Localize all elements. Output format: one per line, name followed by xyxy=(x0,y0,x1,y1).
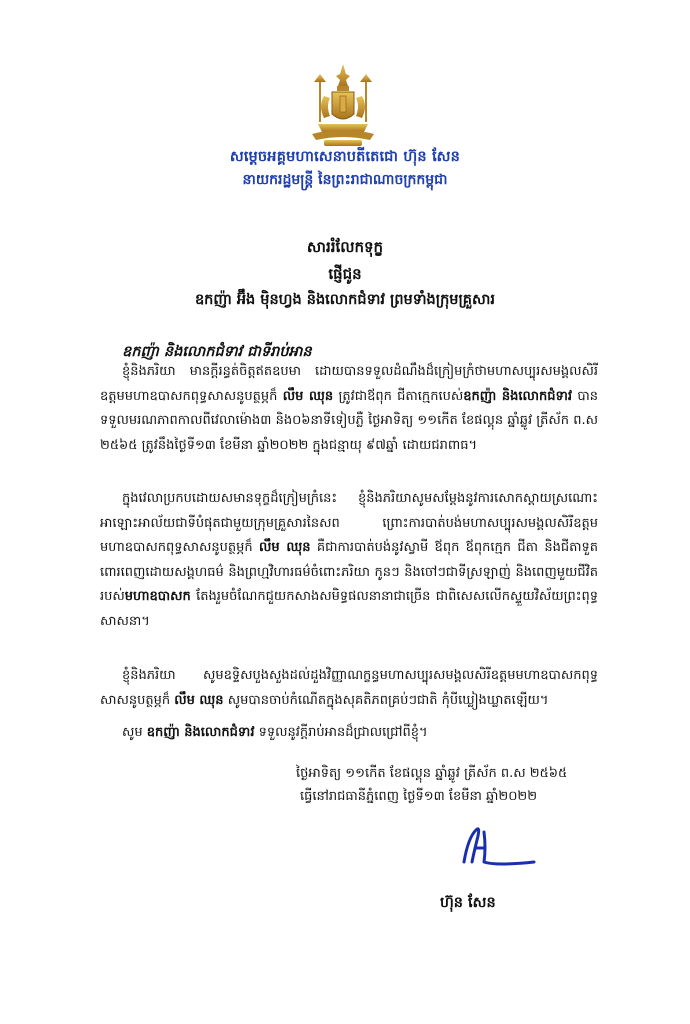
paragraph-3: ខ្ញុំនិងភរិយា សូមឧទ្ទិសបួងសួងដល់ដួងវិញ្ញាណក្ខន្ធមហាសប្បុរសមង្គលសិរីឧត្តមមហាឧបាសកពុទ្ធសាសនូបត្ថម្ភក៏ លឹម ឈុន សូមបានចាប់កំណើតក្នុងសុគតិភពគ្រប់ៗជាតិ កុំបីឃ្លៀងឃ្លាតឡើយ។ xyxy=(100,668,598,708)
lunar-date: ថ្ងៃអាទិត្យ ១១កើត ខែផល្គុន ឆ្នាំឆ្លូវ ត្រីស័ក ព.ស ២៥៦៥ xyxy=(296,766,568,781)
paragraph-4: សូម ឧកញ៉ា និងលោកជំទាវ ទទួលនូវក្តីរាប់អានដ៏ជ្រាលជ្រៅពីខ្ញុំ។ xyxy=(122,725,428,740)
paragraph-1: ខ្ញុំនិងភរិយា មានក្តីរន្ធត់ចិត្តឥតឧបមា ដោយបានទទួលដំណឹងដ៏ក្រៀមក្រំថាមហាសប្បុរសមង្គលសិរីឧត្តមមហាឧបាសកពុទ្ធសាសនូបត្ថម្ភក៏ លឹម ឈុន ត្រូវជាឪពុក ជីតាក្មេកបេស់ឧកញ៉ា និងលោកជំទាវ បានទទួលមរណភាពកាលពីវេលាម៉ោង៣ និង០៦នាទីទៀបភ្លឺ ថ្ងៃអាទិត្យ ១១កើត ខែផល្គុន ឆ្នាំឆ្លូវ ត្រីស័ក ព.ស ២៥៦៥ ត្រូវនឹងថ្ងៃទី១៣ ខែមីនា ឆ្នាំ២០២២ ក្នុងជន្មាយុ ៩៧ឆ្នាំ ដោយជរាពាធ។ xyxy=(100,364,598,453)
place-and-solar-date: ធ្វើនៅរាជធានីភ្នំពេញ ថ្ងៃទី១៣ ខែមីនា ឆ្នាំ២០២២ xyxy=(300,789,538,804)
royal-arms-emblem-icon xyxy=(304,62,382,150)
letter-title: សាររំលែកទុក្ខ xyxy=(306,238,384,256)
salutation: ឧកញ៉ា និងលោកជំទាវ ជាទីរាប់អាន xyxy=(122,344,312,360)
sender-title: សម្តេចអគ្គមហាសេនាបតីតេជោ ហ៊ុន សែន xyxy=(229,149,461,165)
letter-recipients: ឧកញ៉ា អ៊ឹង ម៉ិនហ្វង និងលោកជំទាវ ព្រមទាំងក្រុមគ្រួសារ xyxy=(194,292,496,308)
signer-name: ហ៊ុន សែន xyxy=(440,895,496,911)
sender-position: នាយករដ្ឋមន្ត្រី នៃព្រះរាជាណាចក្រកម្ពុជា xyxy=(242,172,448,188)
paragraph-2: ក្នុងវេលាប្រកបដោយសមានទុក្ខដ៏ក្រៀមក្រំនេះ ខ្ញុំនិងភរិយាសូមសម្តែងនូវការសោកស្តាយស្រណោះ អាឡោះអាល័យជាទីបំផុតជាមួយក្រុមគ្រួសារនៃសព ព្រោះការបាត់បង់មហាសប្បុរសមង្គលសិរីឧត្តមមហាឧបាសកពុទ្ធសាសនូបត្ថម្ភក៏ លឹម ឈុន គឺជាការបាត់បង់នូវស្វាមី ឪពុក ឪពុកក្មេក ជីតា និងជីតាទួត ពោរពេញដោយសង្គហធម៌ និងព្រហ្មវិហារធម៌ចំពោះភរិយា កូនៗ និងចៅៗជាទីស្រឡាញ់ និងពេញមួយជីវិតរបស់មហាឧបាសក តែងរួមចំណែកជួយកសាងសមិទ្ធផលនានាជាច្រើន ជាពិសេសលើកស្ទួយវិស័យព្រះពុទ្ធសាសនា។ xyxy=(100,491,598,629)
handwritten-signature xyxy=(450,818,540,878)
letter-send-to: ផ្ញើជូន xyxy=(328,265,362,283)
